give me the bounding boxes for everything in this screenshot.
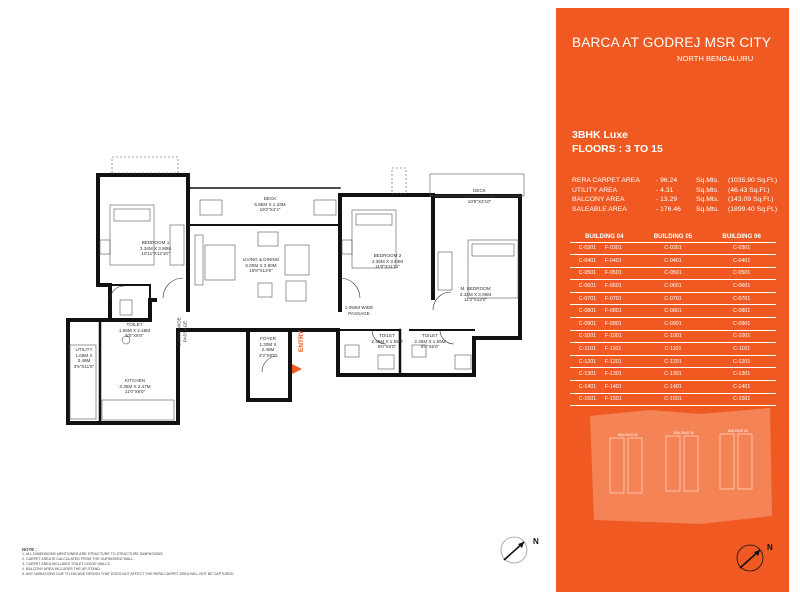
table-row: [570, 242, 776, 255]
table-cell: C-1101: [570, 343, 605, 356]
table-cell: F-1101: [605, 343, 639, 356]
master-bedroom-label: M. BEDROOM 3.42M X 3.95M 11'2"X13'0": [459, 286, 492, 303]
passage-2-label: 1.050M WIDE PASSAGE: [344, 305, 374, 316]
area-row: [572, 205, 800, 215]
table-cell: F-0701: [605, 292, 639, 305]
toilet-3-label: TOILET 2.45M X 1.55M 8'0"X5'0": [414, 333, 446, 350]
area-sqft: (1899.40 Sq.Ft.): [728, 206, 778, 214]
table-cell: C-1501: [707, 393, 776, 406]
table-cell: C-1401: [707, 381, 776, 394]
compass-letter: N: [767, 543, 773, 552]
table-cell: C-1401: [570, 381, 605, 394]
area-row: [572, 176, 800, 186]
table-cell: F-1001: [605, 330, 639, 343]
table-cell: F-0601: [605, 280, 639, 293]
table-cell: F-0901: [605, 318, 639, 331]
table-cell: C-0501: [639, 267, 708, 280]
area-sqft: (46.43 Sq.Ft.): [728, 186, 770, 194]
table-cell: F-1501: [605, 393, 639, 406]
table-cell: C-0501: [707, 267, 776, 280]
table-cell: C-0301: [639, 242, 708, 255]
table-cell: C-1001: [639, 330, 708, 343]
table-cell: C-0401: [570, 255, 605, 268]
buildings-table-body: [570, 242, 776, 406]
note-line: 2. CARPET AREA IS CALCULATED FROM THE UNFINISHED WALL.: [22, 557, 135, 562]
table-row: [570, 330, 776, 343]
table-cell: C-1301: [707, 368, 776, 381]
table-cell: F-0501: [605, 267, 639, 280]
table-cell: C-0601: [707, 280, 776, 293]
area-label: BALCONY AREA: [572, 196, 625, 204]
note-line: 5. ANY VARIATIONS DUE TO FACADE DESIGN THAT DOES NOT AFFECT THE RERA CARPET AREA WILL NOT BE CAPTURED.: [22, 572, 235, 577]
table-cell: C-1201: [570, 355, 605, 368]
table-cell: C-1101: [639, 343, 708, 356]
deck-1-label: DECK 5.85M X 1.33M 19'2"X4'4": [254, 196, 286, 213]
table-row: [570, 292, 776, 305]
table-cell: F-0801: [605, 305, 639, 318]
table-cell: C-0801: [639, 305, 708, 318]
table-row: [570, 267, 776, 280]
table-cell: C-0901: [570, 318, 605, 331]
table-cell: C-0501: [570, 267, 605, 280]
table-row: [570, 255, 776, 268]
compass-icon: [732, 538, 772, 578]
table-row: [570, 393, 776, 406]
table-cell: F-1201: [605, 355, 639, 368]
table-cell: C-0401: [707, 255, 776, 268]
table-row: [570, 381, 776, 394]
deck-2-label: DECK 3.25M X 1.18M 10'8"X3'10": [463, 188, 496, 205]
compass-letter: N: [533, 537, 539, 546]
area-unit: Sq.Mts.: [696, 186, 720, 194]
table-cell: C-0301: [707, 242, 776, 255]
living-dining-label: LIVING & DINING 6.00M X 3.80M 19'8"X12'6": [242, 257, 280, 274]
area-sqft: (143.09 Sq.Ft.): [728, 196, 774, 204]
area-statement: [572, 176, 800, 215]
unit-type: 3BHK Luxe: [572, 129, 629, 141]
table-cell: C-0601: [570, 280, 605, 293]
bedroom-1-label: BEDROOM 1 3.34M X 3.90M 10'11"X12'10": [139, 240, 172, 257]
keymap-building-06: BUILDING 06: [728, 429, 748, 433]
area-value: - 176.46: [656, 206, 681, 214]
table-cell: C-0601: [639, 280, 708, 293]
keymap-building-04: BUILDING 04: [618, 433, 638, 437]
table-cell: F-1301: [605, 368, 639, 381]
table-cell: F-0401: [605, 255, 639, 268]
area-value: - 4.31: [656, 186, 674, 194]
table-row: [570, 318, 776, 331]
area-row: [572, 195, 800, 205]
area-label: UTILITY AREA: [572, 186, 618, 194]
table-cell: C-1301: [639, 368, 708, 381]
table-cell: C-0801: [707, 305, 776, 318]
notes: [22, 547, 352, 578]
table-cell: C-1001: [707, 330, 776, 343]
table-cell: C-0801: [570, 305, 605, 318]
area-unit: Sq.Mts.: [696, 206, 720, 214]
key-plan: [580, 406, 780, 526]
note-line: 3. CARPET AREA INCLUDES TOILET LEDGE WALLS.: [22, 562, 111, 567]
area-row: [572, 186, 800, 196]
toilet-1-label: TOILET 1.55M X 2.48M 5'0"X8'0": [118, 322, 151, 339]
table-cell: C-0901: [639, 318, 708, 331]
table-header-row: [570, 232, 776, 242]
passage-1-label: 1.050M WIDE PASSAGE: [176, 317, 187, 346]
entry-label: ENTRY: [298, 330, 305, 352]
compass-icon: [494, 530, 534, 570]
table-row: [570, 343, 776, 356]
area-label: RERA CARPET AREA: [572, 177, 640, 184]
area-unit: Sq.Mts.: [696, 177, 720, 184]
area-label: SALEABLE AREA: [572, 206, 627, 214]
kitchen-label: KITCHEN 3.35M X 2.47M 11'0"X8'0": [119, 378, 151, 395]
area-unit: Sq.Mts.: [696, 196, 720, 204]
table-cell: F-1401: [605, 381, 639, 394]
table-cell: C-1101: [707, 343, 776, 356]
notes-title: NOTE :: [22, 547, 37, 552]
area-value: - 96.24: [656, 177, 678, 184]
buildings-table: [570, 232, 776, 406]
building-04-header: BUILDING 04: [570, 232, 639, 242]
table-cell: C-1201: [707, 355, 776, 368]
note-line: 4. BALCONY AREA INCLUDES THE UP-STAND.: [22, 567, 101, 572]
table-cell: C-1501: [570, 393, 605, 406]
table-row: [570, 355, 776, 368]
keymap-building-05: BUILDING 05: [674, 431, 694, 435]
table-cell: C-1501: [639, 393, 708, 406]
building-05-header: BUILDING 05: [639, 232, 708, 242]
note-line: 1. ALL DIMENSIONS MENTIONED ARE STRUCTURE TO STRUCTURE DIMENSIONS.: [22, 552, 164, 557]
unit-floors: FLOORS : 3 TO 15: [572, 143, 663, 155]
area-value: - 13.29: [656, 196, 678, 204]
table-cell: C-0401: [639, 255, 708, 268]
table-cell: C-1201: [639, 355, 708, 368]
table-cell: C-1001: [570, 330, 605, 343]
building-06-header: BUILDING 06: [707, 232, 776, 242]
table-cell: C-1401: [639, 381, 708, 394]
project-title: BARCA AT GODREJ MSR CITY: [572, 35, 772, 50]
unit-config: [572, 128, 663, 156]
utility-label: UTILITY 1.08M X 3.48M 3'6"X11'5": [73, 347, 95, 369]
entry-arrow-icon: [290, 362, 304, 376]
foyer-label: FOYER 1.30M X 2.48M 4'3"X8'0": [258, 336, 278, 358]
project-subtitle: NORTH BENGALURU: [677, 54, 754, 63]
bedroom-2-label: BEDROOM 2 3.35M X 3.63M 11'0"X11'11": [371, 253, 404, 270]
table-cell: C-0701: [570, 292, 605, 305]
area-sqft: (1035.90 Sq.Ft.): [728, 177, 778, 184]
table-cell: F-0301: [605, 242, 639, 255]
table-row: [570, 368, 776, 381]
table-row: [570, 280, 776, 293]
table-cell: C-0701: [639, 292, 708, 305]
table-row: [570, 305, 776, 318]
table-cell: C-0901: [707, 318, 776, 331]
toilet-2-label: TOILET 2.45M X 1.55M 8'0"X5'0": [371, 333, 403, 350]
table-cell: C-0701: [707, 292, 776, 305]
info-panel: [556, 8, 789, 592]
table-cell: C-1301: [570, 368, 605, 381]
table-cell: C-0301: [570, 242, 605, 255]
